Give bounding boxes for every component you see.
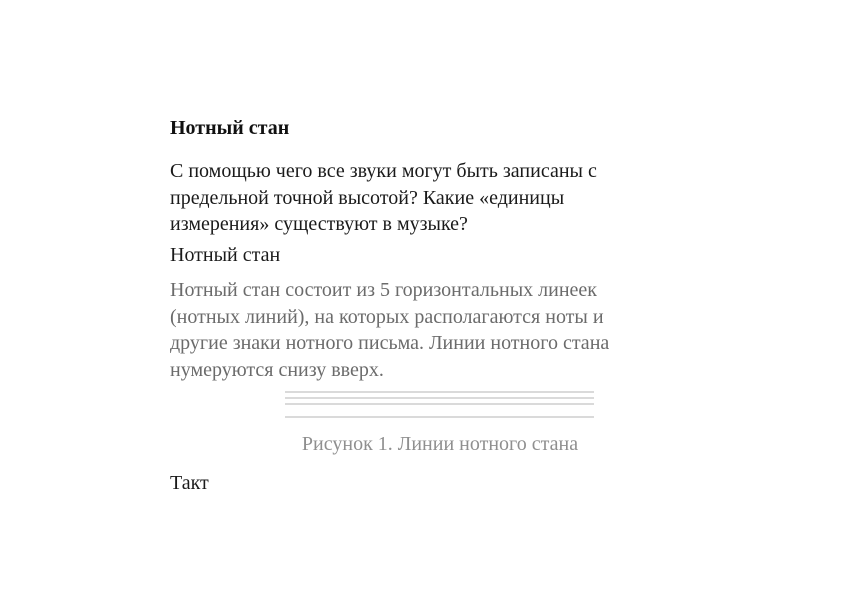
section-subheading: Нотный стан (170, 244, 281, 266)
staff-figure (285, 390, 594, 420)
section-heading: Нотный стан (170, 117, 290, 139)
staff-description: Нотный стан состоит из 5 горизонтальных линеек (нотных линий), на которых располагаются ноты и другие знаки нотного письма. Линии нотного стана нумеруются снизу вверх. (170, 279, 610, 381)
staff-lines-image (285, 390, 594, 420)
intro-question: С помощью чего все звуки могут быть записаны с предельной точной высотой? Какие «единицы измерения» существуют в музыке? (170, 160, 597, 235)
figure-caption: Рисунок 1. Линии нотного стана (301, 433, 579, 455)
next-section-title: Такт (170, 472, 209, 494)
